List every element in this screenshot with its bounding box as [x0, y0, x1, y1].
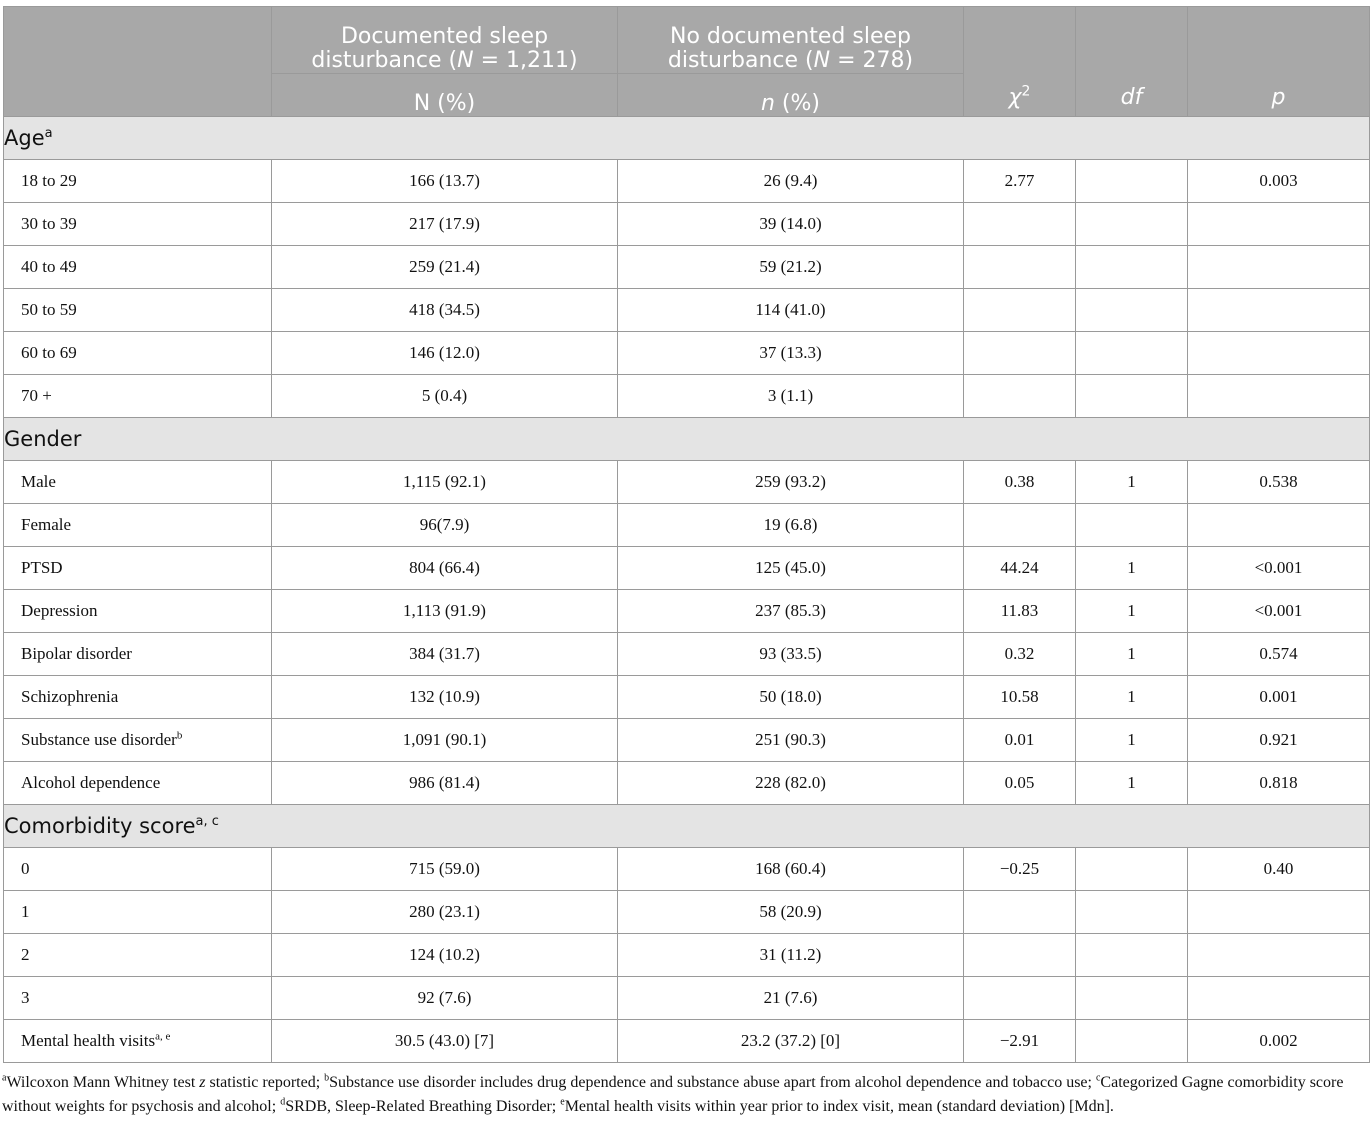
no-documented-value [618, 246, 964, 289]
row-label-text: 1 [21, 902, 30, 921]
table-row [4, 203, 1370, 246]
row-label-text: 40 to 49 [21, 257, 77, 276]
documented-value-text: 715 (59.0) [409, 859, 480, 878]
row-label-text: Alcohol dependence [21, 773, 161, 792]
no-documented-value-text: 251 (90.3) [755, 730, 826, 749]
chi-square-value-text: 0.05 [1004, 773, 1035, 792]
documented-value-text: 132 (10.9) [409, 687, 480, 706]
no-documented-value-text: 21 (7.6) [763, 988, 818, 1007]
row-label [4, 633, 272, 676]
row-label-text: 30 to 39 [21, 214, 77, 233]
header-sub-pct: (%) [774, 91, 821, 116]
df-value-text: 1 [1127, 601, 1136, 620]
row-label-text: 50 to 59 [21, 300, 77, 319]
no-documented-value [618, 633, 964, 676]
row-label [4, 461, 272, 504]
header-sub-n: n [760, 91, 775, 116]
no-documented-value-text: 125 (45.0) [755, 558, 826, 577]
p-value [1188, 848, 1370, 891]
gender-body [4, 461, 1370, 805]
comorbidity-body [4, 848, 1370, 1063]
df-value [1076, 461, 1188, 504]
documented-value-text: 986 (81.4) [409, 773, 480, 792]
p-value-text: 0.538 [1259, 472, 1298, 491]
p-value [1188, 1020, 1370, 1063]
row-label-text: 2 [21, 945, 30, 964]
documented-value [272, 676, 618, 719]
documented-value-text: 259 (21.4) [409, 257, 480, 276]
no-documented-value [618, 891, 964, 934]
section-age-text: Age [4, 126, 45, 150]
documented-value [272, 332, 618, 375]
row-label [4, 1020, 272, 1063]
p-value-text: <0.001 [1254, 558, 1303, 577]
section-gender [4, 418, 1370, 461]
df-value-text: 1 [1127, 730, 1136, 749]
p-value [1188, 719, 1370, 762]
comorbidity-head-body [4, 805, 1370, 848]
documented-value [272, 1020, 618, 1063]
no-documented-value-text: 39 (14.0) [759, 214, 822, 233]
documented-value-text: 418 (34.5) [409, 300, 480, 319]
no-documented-value [618, 934, 964, 977]
documented-value [272, 977, 618, 1020]
no-documented-value-text: 93 (33.5) [759, 644, 822, 663]
footnote-a-text1: Wilcoxon Mann Whitney test [6, 1074, 200, 1091]
row-label-text: Male [21, 472, 56, 491]
row-label [4, 375, 272, 418]
footnote-a-z: z [199, 1074, 206, 1091]
table-row [4, 1020, 1370, 1063]
header-no-documented-count: = 278) [830, 48, 914, 73]
chi-square-value-text: 44.24 [1000, 558, 1039, 577]
p-value [1188, 203, 1370, 246]
documented-value-text: 384 (31.7) [409, 644, 480, 663]
chi-square-value [964, 891, 1076, 934]
no-documented-value [618, 332, 964, 375]
table-row [4, 891, 1370, 934]
table-row [4, 590, 1370, 633]
p-value [1188, 934, 1370, 977]
chi-square-value-text: 11.83 [1000, 601, 1039, 620]
chi-square-value [964, 246, 1076, 289]
chi-square-value [964, 633, 1076, 676]
no-documented-value [618, 160, 964, 203]
documented-value [272, 461, 618, 504]
footnote-a-text2: statistic reported; [205, 1074, 325, 1091]
row-label-text: Schizophrenia [21, 687, 119, 706]
row-label-text: 3 [21, 988, 30, 1007]
header-documented-count: = 1,211) [473, 48, 578, 73]
documented-value-text: 166 (13.7) [409, 171, 480, 190]
no-documented-value [618, 547, 964, 590]
section-comorbidity-sup: a, c [195, 814, 219, 829]
documented-value-text: 1,115 (92.1) [403, 472, 486, 491]
row-label-text: 0 [21, 859, 30, 878]
footnotes [2, 1071, 1372, 1119]
table-row [4, 977, 1370, 1020]
df-value-text: 1 [1127, 773, 1136, 792]
no-documented-value [618, 590, 964, 633]
header-label-cell-2 [4, 74, 272, 117]
documented-value-text: 217 (17.9) [409, 214, 480, 233]
df-value-text: 1 [1127, 472, 1136, 491]
section-comorbidity [4, 805, 1370, 848]
row-label [4, 332, 272, 375]
table-row [4, 547, 1370, 590]
no-documented-value-text: 50 (18.0) [759, 687, 822, 706]
df-value [1076, 504, 1188, 547]
row-label-text: Substance use disorder [21, 730, 177, 749]
table-row [4, 375, 1370, 418]
table-row [4, 762, 1370, 805]
no-documented-value-text: 259 (93.2) [755, 472, 826, 491]
gender-head-body [4, 418, 1370, 461]
header-sub-no-documented [618, 74, 964, 117]
chi-square-value [964, 547, 1076, 590]
row-label-sup: a, e [155, 1030, 171, 1043]
df-value [1076, 203, 1188, 246]
table-row [4, 246, 1370, 289]
documented-value [272, 848, 618, 891]
row-label [4, 719, 272, 762]
df-value [1076, 160, 1188, 203]
no-documented-value [618, 719, 964, 762]
p-value [1188, 332, 1370, 375]
footnote-e-text: Mental health visits within year prior to index visit, mean (standard deviation) [Mdn]. [564, 1098, 1114, 1115]
df-value [1076, 891, 1188, 934]
header-documented [272, 7, 618, 74]
no-documented-value [618, 375, 964, 418]
documented-value [272, 375, 618, 418]
row-label [4, 504, 272, 547]
p-value [1188, 762, 1370, 805]
header-no-documented-line2: disturbance ( [667, 48, 814, 73]
df-value [1076, 332, 1188, 375]
df-value [1076, 590, 1188, 633]
chi-square-value [964, 203, 1076, 246]
table-row [4, 676, 1370, 719]
documented-value-text: 804 (66.4) [409, 558, 480, 577]
header-df [1076, 7, 1188, 117]
no-documented-value [618, 461, 964, 504]
section-age-label [4, 117, 1370, 160]
no-documented-value [618, 762, 964, 805]
footnote-e-mark: e [560, 1096, 565, 1108]
df-value [1076, 633, 1188, 676]
df-value [1076, 375, 1188, 418]
chi-square-value [964, 160, 1076, 203]
chi-square-value-text: 0.32 [1004, 644, 1035, 663]
no-documented-value-text: 237 (85.3) [755, 601, 826, 620]
documented-value [272, 504, 618, 547]
row-label [4, 246, 272, 289]
header-documented-n: N [457, 48, 474, 73]
footnote-b-mark: b [324, 1072, 330, 1084]
df-value [1076, 246, 1188, 289]
p-value [1188, 676, 1370, 719]
p-value [1188, 590, 1370, 633]
p-value [1188, 504, 1370, 547]
p-value-text: 0.818 [1259, 773, 1298, 792]
documented-value-text: 1,113 (91.9) [403, 601, 486, 620]
table-row [4, 289, 1370, 332]
chi-square-value [964, 289, 1076, 332]
documented-value [272, 547, 618, 590]
documented-value [272, 719, 618, 762]
row-label-text: 70 + [21, 386, 52, 405]
documented-value-text: 30.5 (43.0) [7] [394, 1031, 495, 1050]
chi-square-value [964, 504, 1076, 547]
row-label-text: 18 to 29 [21, 171, 77, 190]
p-value-text: 0.002 [1259, 1031, 1298, 1050]
chi-square-value [964, 1020, 1076, 1063]
chi-square-value [964, 934, 1076, 977]
no-documented-value-text: 228 (82.0) [755, 773, 826, 792]
table-row [4, 461, 1370, 504]
chi-square-value [964, 375, 1076, 418]
documented-value [272, 891, 618, 934]
p-value [1188, 246, 1370, 289]
no-documented-value [618, 676, 964, 719]
table-body [4, 117, 1370, 418]
df-value-text: 1 [1127, 558, 1136, 577]
header-no-documented [618, 7, 964, 74]
row-label [4, 676, 272, 719]
row-label [4, 762, 272, 805]
row-label [4, 203, 272, 246]
p-value [1188, 160, 1370, 203]
df-value [1076, 762, 1188, 805]
header-no-documented-line1: No documented sleep [669, 24, 911, 49]
footnote-c-text: Categorized Gagne comorbidity score without weights for psychosis and alcohol; [2, 1074, 1344, 1115]
chi-square-value [964, 590, 1076, 633]
chi-square-value-text: 0.38 [1004, 472, 1035, 491]
row-label [4, 848, 272, 891]
chi-square-value-text: −0.25 [999, 859, 1040, 878]
header-documented-line1: Documented sleep [340, 24, 549, 49]
df-value [1076, 547, 1188, 590]
no-documented-value-text: 114 (41.0) [755, 300, 826, 319]
df-label: df [1120, 85, 1143, 110]
section-comorbidity-label [4, 805, 1370, 848]
documented-value-text: 146 (12.0) [409, 343, 480, 362]
chi-superscript: 2 [1021, 83, 1031, 100]
footnote-b-text: Substance use disorder includes drug dependence and substance abuse apart from alcohol dependence and tobacco use; [329, 1074, 1096, 1091]
documented-value [272, 590, 618, 633]
no-documented-value [618, 1020, 964, 1063]
documented-value-text: 1,091 (90.1) [402, 730, 487, 749]
documented-value-text: 5 (0.4) [421, 386, 468, 405]
row-label-text: Mental health visits [21, 1031, 156, 1050]
no-documented-value [618, 203, 964, 246]
no-documented-value-text: 26 (9.4) [763, 171, 818, 190]
row-label-text: Depression [21, 601, 98, 620]
chi-square-value [964, 332, 1076, 375]
documented-value-text: 92 (7.6) [417, 988, 472, 1007]
p-value-text: <0.001 [1254, 601, 1303, 620]
p-value [1188, 633, 1370, 676]
p-label: p [1271, 85, 1286, 110]
no-documented-value-text: 168 (60.4) [755, 859, 826, 878]
no-documented-value-text: 3 (1.1) [767, 386, 814, 405]
chi-square-value [964, 719, 1076, 762]
table-row [4, 160, 1370, 203]
df-value [1076, 934, 1188, 977]
no-documented-value [618, 289, 964, 332]
no-documented-value [618, 977, 964, 1020]
p-value [1188, 547, 1370, 590]
no-documented-value-text: 31 (11.2) [759, 945, 822, 964]
documented-value [272, 160, 618, 203]
df-value [1076, 719, 1188, 762]
footnote-a-mark: a [2, 1072, 7, 1084]
no-documented-value [618, 504, 964, 547]
chi-square-value-text: 2.77 [1004, 171, 1035, 190]
header-no-documented-n: N [813, 48, 831, 73]
header-chi-square [964, 7, 1076, 117]
df-value [1076, 977, 1188, 1020]
chi-square-value [964, 762, 1076, 805]
documented-value [272, 203, 618, 246]
header-sub-documented: N (%) [272, 74, 618, 117]
table-row [4, 504, 1370, 547]
df-value-text: 1 [1127, 644, 1136, 663]
row-label-text: 60 to 69 [21, 343, 77, 362]
header-documented-line2: disturbance ( [311, 48, 458, 73]
row-label-text: Bipolar disorder [21, 644, 132, 663]
chi-square-value-text: 0.01 [1004, 730, 1035, 749]
no-documented-value [618, 848, 964, 891]
df-value [1076, 1020, 1188, 1063]
table-row [4, 332, 1370, 375]
no-documented-value-text: 59 (21.2) [759, 257, 822, 276]
chi-square-value [964, 848, 1076, 891]
documented-value [272, 246, 618, 289]
chi-square-value [964, 676, 1076, 719]
row-label [4, 891, 272, 934]
chi-square-value-text: −2.91 [999, 1031, 1040, 1050]
df-value [1076, 848, 1188, 891]
table-row [4, 719, 1370, 762]
chi-square-value-text: 10.58 [1000, 687, 1039, 706]
header-p [1188, 7, 1370, 117]
footnote-d-mark: d [280, 1096, 286, 1108]
p-value-text: 0.574 [1259, 644, 1298, 663]
no-documented-value-text: 19 (6.8) [763, 515, 818, 534]
df-value [1076, 289, 1188, 332]
documented-value [272, 934, 618, 977]
documented-value [272, 762, 618, 805]
row-label [4, 289, 272, 332]
section-comorbidity-text: Comorbidity score [4, 814, 196, 838]
table-row [4, 848, 1370, 891]
chi-symbol: χ [1008, 85, 1022, 110]
row-label-text: PTSD [21, 558, 63, 577]
p-value-text: 0.921 [1259, 730, 1298, 749]
row-label [4, 547, 272, 590]
row-label [4, 590, 272, 633]
row-label [4, 160, 272, 203]
p-value-text: 0.003 [1259, 171, 1298, 190]
row-label-sup: b [176, 729, 183, 742]
section-age [4, 117, 1370, 160]
chi-square-value [964, 461, 1076, 504]
p-value [1188, 375, 1370, 418]
p-value [1188, 891, 1370, 934]
df-value [1076, 676, 1188, 719]
row-label [4, 934, 272, 977]
documented-value [272, 289, 618, 332]
section-gender-label: Gender [4, 418, 1370, 461]
header-row-1 [4, 7, 1370, 74]
p-value [1188, 289, 1370, 332]
documented-value-text: 280 (23.1) [409, 902, 480, 921]
p-value [1188, 461, 1370, 504]
df-value-text: 1 [1127, 687, 1136, 706]
footnote-c-mark: c [1095, 1072, 1101, 1084]
documented-value-text: 96(7.9) [419, 515, 470, 534]
documented-value [272, 633, 618, 676]
no-documented-value-text: 37 (13.3) [759, 343, 822, 362]
p-value-text: 0.40 [1263, 859, 1294, 878]
p-value-text: 0.001 [1259, 687, 1298, 706]
row-label [4, 977, 272, 1020]
table-row [4, 934, 1370, 977]
footnote-d-text: SRDB, Sleep-Related Breathing Disorder; [285, 1098, 561, 1115]
no-documented-value-text: 58 (20.9) [759, 902, 822, 921]
data-table [3, 6, 1370, 1063]
table-row [4, 633, 1370, 676]
p-value [1188, 977, 1370, 1020]
section-age-sup: a [44, 126, 53, 141]
row-label-text: Female [21, 515, 72, 534]
header-label-cell [4, 7, 272, 74]
chi-square-value [964, 977, 1076, 1020]
documented-value-text: 124 (10.2) [409, 945, 480, 964]
no-documented-value-text: 23.2 (37.2) [0] [740, 1031, 841, 1050]
